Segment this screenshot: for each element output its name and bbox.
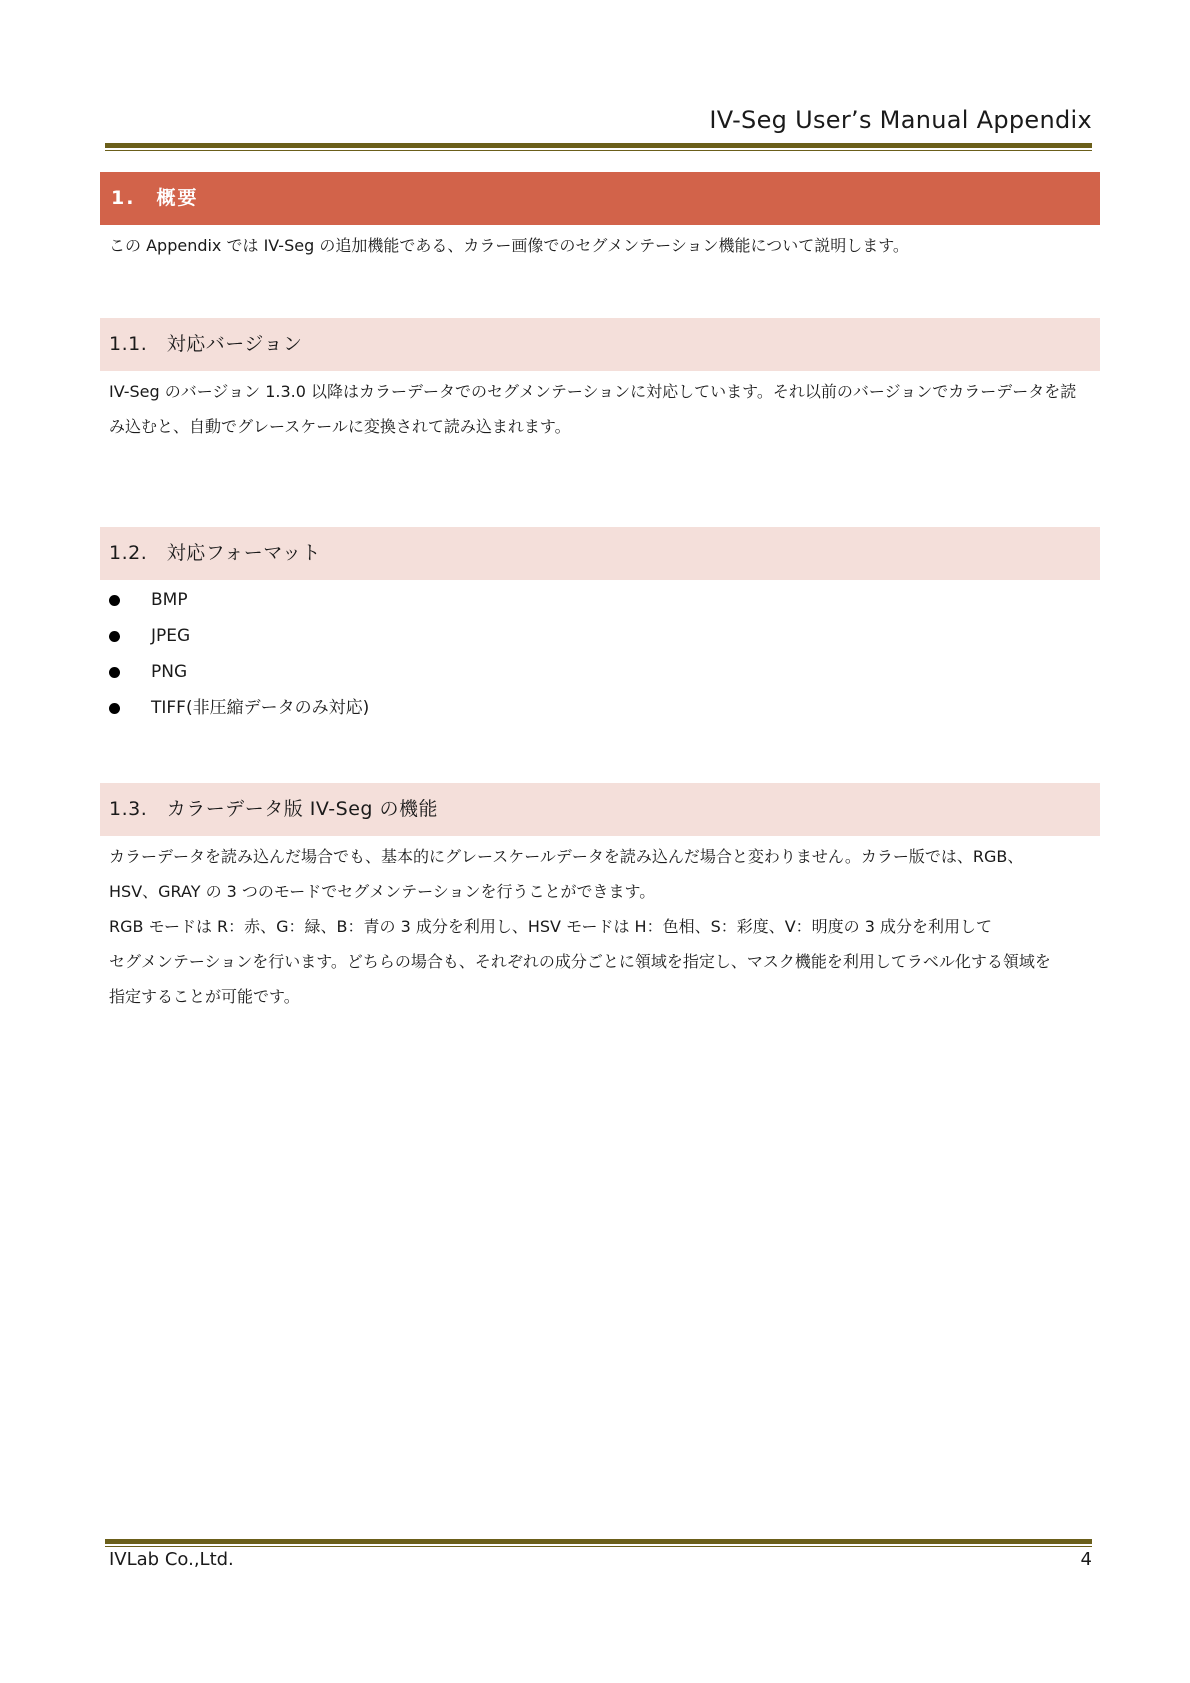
format-name: JPEG [151,626,191,646]
paragraph-line: み込むと、自動でグレースケールに変換されて読み込まれます。 [109,417,571,436]
bullet-icon [109,595,120,606]
section-heading-overview: 1. 概要 [100,172,1100,225]
bullet-icon [109,631,120,642]
section-overview-text [109,228,1099,263]
format-name: PNG [151,662,188,682]
section-heading-color-features: 1.3. カラーデータ版 IV-Seg の機能 [100,783,1100,836]
section-color-features-text [109,839,1099,1014]
list-item [105,690,369,726]
list-item [105,654,369,690]
paragraph-line: RGB モードは R：赤、G：緑、B：青の 3 成分を利用し、HSV モードは H：色相、S：彩度、V：明度の 3 成分を利用して [109,917,993,936]
section-heading-supported-formats: 1.2. 対応フォーマット [100,527,1100,580]
footer-rule-thick [105,1539,1092,1544]
page-number: 4 [1080,1549,1092,1570]
section-heading-supported-version: 1.1. 対応バージョン [100,318,1100,371]
header-rule-thin [105,150,1092,151]
paragraph-line: IV-Seg のバージョン 1.3.0 以降はカラーデータでのセグメンテーションに対応しています。それ以前のバージョンでカラーデータを読 [109,382,1077,401]
list-item [105,618,369,654]
bullet-icon [109,667,120,678]
format-list [105,582,369,726]
paragraph-line: この Appendix では IV-Seg の追加機能である、カラー画像でのセグメンテーション機能について説明します。 [109,236,909,255]
paragraph-line: セグメンテーションを行います。どちらの場合も、それぞれの成分ごとに領域を指定し、マスク機能を利用してラベル化する領域を [109,952,1051,971]
section-supported-version-text [109,374,1099,444]
header-rule-thick [105,143,1092,148]
page-header-title: IV-Seg User’s Manual Appendix [709,106,1092,134]
format-name: TIFF(非圧縮データのみ対応) [151,698,370,718]
format-name: BMP [151,590,188,610]
paragraph-line: カラーデータを読み込んだ場合でも、基本的にグレースケールデータを読み込んだ場合と変わりません。カラー版では、RGB、 [109,847,1024,866]
bullet-icon [109,703,120,714]
footer-rule-thin [105,1546,1092,1547]
list-item [105,582,369,618]
footer-company: IVLab Co.,Ltd. [109,1549,234,1570]
paragraph-line: HSV、GRAY の 3 つのモードでセグメンテーションを行うことができます。 [109,882,656,901]
paragraph-line: 指定することが可能です。 [109,987,300,1006]
